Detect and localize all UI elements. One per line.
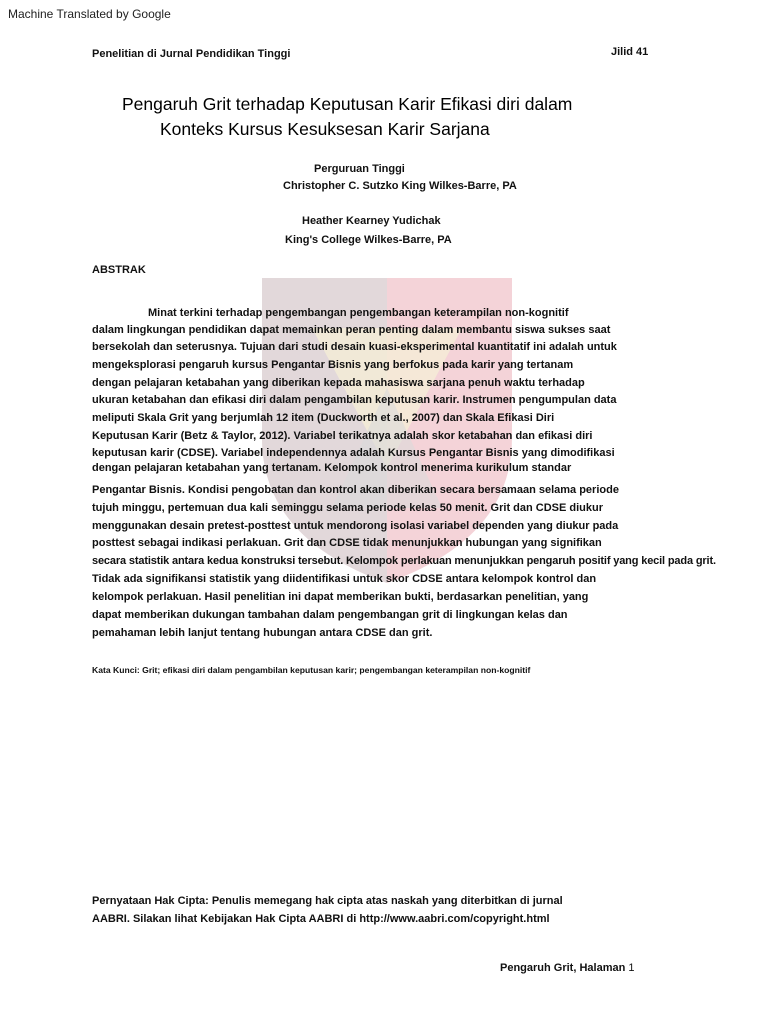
author-name: Heather Kearney Yudichak (302, 215, 441, 227)
author-affiliation-line: Christopher C. Sutzko King Wilkes-Barre, PA (283, 180, 517, 192)
abstract-line: secara statistik antara kedua konstruksi tersebut. Kelompok perlakuan menunjukkan pengaruh positif yang kecil pada grit. (92, 555, 716, 567)
abstract-line: bersekolah dan seterusnya. Tujuan dari studi desain kuasi-eksperimental kuantitatif ini adalah untuk (92, 341, 617, 353)
abstract-line: mengeksplorasi pengaruh kursus Pengantar Bisnis yang berfokus pada karir yang tertanam (92, 359, 574, 371)
abstract-heading: ABSTRAK (92, 264, 146, 276)
volume-number: Jilid 41 (611, 46, 649, 58)
abstract-line: Minat terkini terhadap pengembangan pengembangan keterampilan non-kognitif (148, 307, 569, 319)
page-number: 1 (628, 962, 635, 974)
abstract-line: dapat memberikan dukungan tambahan dalam pengembangan grit di lingkungan kelas dan (92, 609, 568, 621)
abstract-line: Tidak ada signifikansi statistik yang diidentifikasi untuk skor CDSE antara kelompok kontrol dan (92, 573, 597, 585)
abstract-line: posttest sebagai indikasi perlakuan. Grit dan CDSE tidak menunjukkan hubungan yang signifikan (92, 537, 602, 549)
abstract-line: menggunakan desain pretest-posttest untuk mendorong isolasi variabel dependen yang diukur pada (92, 520, 619, 532)
journal-name: Penelitian di Jurnal Pendidikan Tinggi (92, 48, 291, 60)
abstract-line: tujuh minggu, pertemuan dua kali seminggu selama periode kelas 50 menit. Grit dan CDSE diukur (92, 502, 604, 514)
abstract-line: kelompok perlakuan. Hasil penelitian ini dapat memberikan bukti, berdasarkan penelitian, yang (92, 591, 589, 603)
abstract-line: keputusan karir (CDSE). Variabel independennya adalah Kursus Pengantar Bisnis yang dimodifikasi (92, 447, 615, 459)
author-affiliation-line: King's College Wilkes-Barre, PA (285, 234, 452, 246)
keywords: Kata Kunci: Grit; efikasi diri dalam pengambilan keputusan karir; pengembangan keterampilan non-kognitif (92, 665, 531, 675)
abstract-line: ukuran ketabahan dan efikasi diri dalam pengambilan keputusan karir. Instrumen pengumpulan data (92, 394, 617, 406)
page-footer (500, 962, 635, 974)
title-line-2: Konteks Kursus Kesuksesan Karir Sarjana (160, 119, 490, 139)
abstract-line: meliputi Skala Grit yang berjumlah 12 item (Duckworth et al., 2007) dan Skala Efikasi Diri (92, 412, 555, 424)
author-affiliation-line: Perguruan Tinggi (314, 163, 405, 175)
abstract-line: Pengantar Bisnis. Kondisi pengobatan dan kontrol akan diberikan secara bersamaan selama periode (92, 484, 619, 496)
footer-label: Pengaruh Grit, Halaman (500, 962, 626, 974)
abstract-line: dengan pelajaran ketabahan yang diberikan kepada mahasiswa sarjana penuh waktu terhadap (92, 377, 585, 389)
abstract-line: dengan pelajaran ketabahan yang tertanam. Kelompok kontrol menerima kurikulum standar (92, 462, 572, 474)
copyright-statement-line: Pernyataan Hak Cipta: Penulis memegang hak cipta atas naskah yang diterbitkan di jurnal (92, 895, 563, 907)
abstract-line: dalam lingkungan pendidikan dapat memainkan peran penting dalam membantu siswa sukses saat (92, 324, 611, 336)
machine-translated-banner: Machine Translated by Google (8, 7, 171, 21)
abstract-line: Keputusan Karir (Betz & Taylor, 2012). Variabel terikatnya adalah skor ketabahan dan efikasi diri (92, 430, 593, 442)
abstract-line: pemahaman lebih lanjut tentang hubungan antara CDSE dan grit. (92, 627, 433, 639)
title-line-1: Pengaruh Grit terhadap Keputusan Karir Efikasi diri dalam (122, 94, 573, 114)
copyright-statement-line: AABRI. Silakan lihat Kebijakan Hak Cipta AABRI di http://www.aabri.com/copyright.html (92, 913, 550, 925)
